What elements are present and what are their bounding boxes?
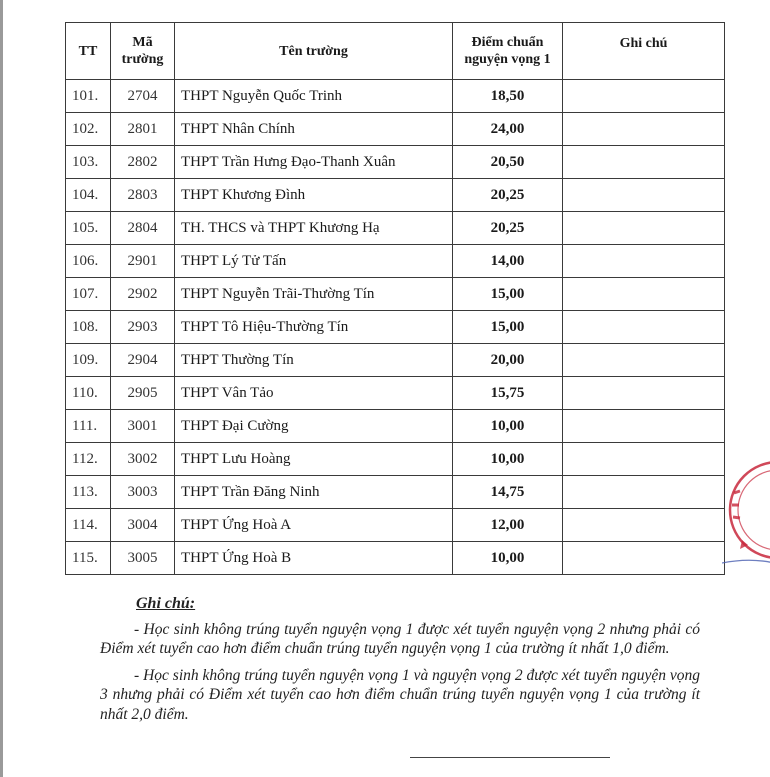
table-row	[66, 179, 725, 212]
table-row	[66, 311, 725, 344]
header-code-line2: trường	[121, 52, 164, 67]
row-number: 112.	[66, 443, 111, 476]
school-name: THPT Vân Tảo	[175, 377, 453, 410]
note-cell	[563, 245, 725, 278]
note-cell	[563, 509, 725, 542]
school-name: THPT Lý Tử Tấn	[175, 245, 453, 278]
school-name: THPT Nguyễn Trãi-Thường Tín	[175, 278, 453, 311]
school-name: THPT Ứng Hoà A	[175, 509, 453, 542]
school-name: THPT Trần Hưng Đạo-Thanh Xuân	[175, 146, 453, 179]
signature-line	[410, 757, 610, 758]
note-cell	[563, 377, 725, 410]
cutoff-score: 18,50	[453, 80, 563, 113]
school-code: 3001	[111, 410, 175, 443]
row-number: 111.	[66, 410, 111, 443]
row-number: 115.	[66, 542, 111, 575]
school-code: 2903	[111, 311, 175, 344]
school-code: 3004	[111, 509, 175, 542]
school-code: 2704	[111, 80, 175, 113]
table-row	[66, 146, 725, 179]
cutoff-score: 14,00	[453, 245, 563, 278]
table-row	[66, 509, 725, 542]
note-paragraph-2: - Học sinh không trúng tuyển nguyện vọng 1 và nguyện vọng 2 được xét tuyển nguyện vọng 3 nhưng phải có Điểm xét tuyển cao hơn điểm chuẩn trúng tuyển nguyện vọng 1 của trường ít nhất 2,0 điểm.	[100, 666, 700, 723]
table-row	[66, 377, 725, 410]
header-code-line1: Mã	[132, 35, 153, 50]
cutoff-score: 12,00	[453, 509, 563, 542]
table-row	[66, 344, 725, 377]
note-cell	[563, 80, 725, 113]
row-number: 108.	[66, 311, 111, 344]
note-cell	[563, 542, 725, 575]
school-name: THPT Khương Đình	[175, 179, 453, 212]
header-score-line2: nguyện vọng 1	[464, 52, 551, 67]
cutoff-score: 15,75	[453, 377, 563, 410]
note-cell	[563, 344, 725, 377]
table-row	[66, 80, 725, 113]
note-cell	[563, 311, 725, 344]
table-row	[66, 113, 725, 146]
red-seal-stamp	[722, 455, 770, 575]
school-name: THPT Đại Cường	[175, 410, 453, 443]
cutoff-score: 10,00	[453, 542, 563, 575]
school-code: 2804	[111, 212, 175, 245]
note-cell	[563, 179, 725, 212]
header-name: Tên trường	[175, 23, 453, 80]
row-number: 106.	[66, 245, 111, 278]
school-code: 2904	[111, 344, 175, 377]
row-number: 107.	[66, 278, 111, 311]
school-code: 2802	[111, 146, 175, 179]
school-code: 3003	[111, 476, 175, 509]
note-cell	[563, 146, 725, 179]
note-cell	[563, 212, 725, 245]
table-row	[66, 443, 725, 476]
row-number: 104.	[66, 179, 111, 212]
table-row	[66, 542, 725, 575]
header-code	[111, 23, 175, 80]
page-edge	[0, 0, 3, 777]
cutoff-score: 24,00	[453, 113, 563, 146]
row-number: 114.	[66, 509, 111, 542]
row-number: 102.	[66, 113, 111, 146]
school-name: THPT Trần Đăng Ninh	[175, 476, 453, 509]
cutoff-score: 20,25	[453, 212, 563, 245]
school-name: THPT Thường Tín	[175, 344, 453, 377]
school-code: 3002	[111, 443, 175, 476]
notes-section	[100, 594, 700, 731]
cutoff-score: 15,00	[453, 278, 563, 311]
table-row	[66, 212, 725, 245]
row-number: 109.	[66, 344, 111, 377]
note-cell	[563, 410, 725, 443]
cutoff-score: 20,00	[453, 344, 563, 377]
cutoff-score: 20,50	[453, 146, 563, 179]
header-tt: TT	[66, 23, 111, 80]
school-code: 2901	[111, 245, 175, 278]
school-code: 2902	[111, 278, 175, 311]
note-paragraph-1: - Học sinh không trúng tuyển nguyện vọng 1 được xét tuyển nguyện vọng 2 nhưng phải có Điểm xét tuyển cao hơn điểm chuẩn trúng tuyển nguyện vọng 1 của trường ít nhất 1,0 điểm.	[100, 620, 700, 657]
note-cell	[563, 278, 725, 311]
school-name: THPT Ứng Hoà B	[175, 542, 453, 575]
note-cell	[563, 113, 725, 146]
table-row	[66, 278, 725, 311]
row-number: 101.	[66, 80, 111, 113]
cutoff-score: 20,25	[453, 179, 563, 212]
school-name: TH. THCS và THPT Khương Hạ	[175, 212, 453, 245]
table-row	[66, 476, 725, 509]
note-cell	[563, 443, 725, 476]
row-number: 110.	[66, 377, 111, 410]
cutoff-score: 10,00	[453, 443, 563, 476]
school-name: THPT Lưu Hoàng	[175, 443, 453, 476]
table-row	[66, 410, 725, 443]
school-name: THPT Nhân Chính	[175, 113, 453, 146]
cutoff-score: 14,75	[453, 476, 563, 509]
school-code: 2905	[111, 377, 175, 410]
school-name: THPT Tô Hiệu-Thường Tín	[175, 311, 453, 344]
cutoff-score-table	[65, 22, 725, 575]
cutoff-score: 15,00	[453, 311, 563, 344]
header-note: Ghi chú	[563, 23, 725, 80]
school-code: 2801	[111, 113, 175, 146]
note-cell	[563, 476, 725, 509]
row-number: 103.	[66, 146, 111, 179]
header-score-line1: Điểm chuẩn	[471, 35, 544, 50]
school-code: 2803	[111, 179, 175, 212]
table-header-row	[66, 23, 725, 80]
school-name: THPT Nguyễn Quốc Trinh	[175, 80, 453, 113]
notes-title: Ghi chú:	[136, 595, 196, 612]
table-row	[66, 245, 725, 278]
school-code: 3005	[111, 542, 175, 575]
header-score	[453, 23, 563, 80]
row-number: 113.	[66, 476, 111, 509]
row-number: 105.	[66, 212, 111, 245]
cutoff-score: 10,00	[453, 410, 563, 443]
